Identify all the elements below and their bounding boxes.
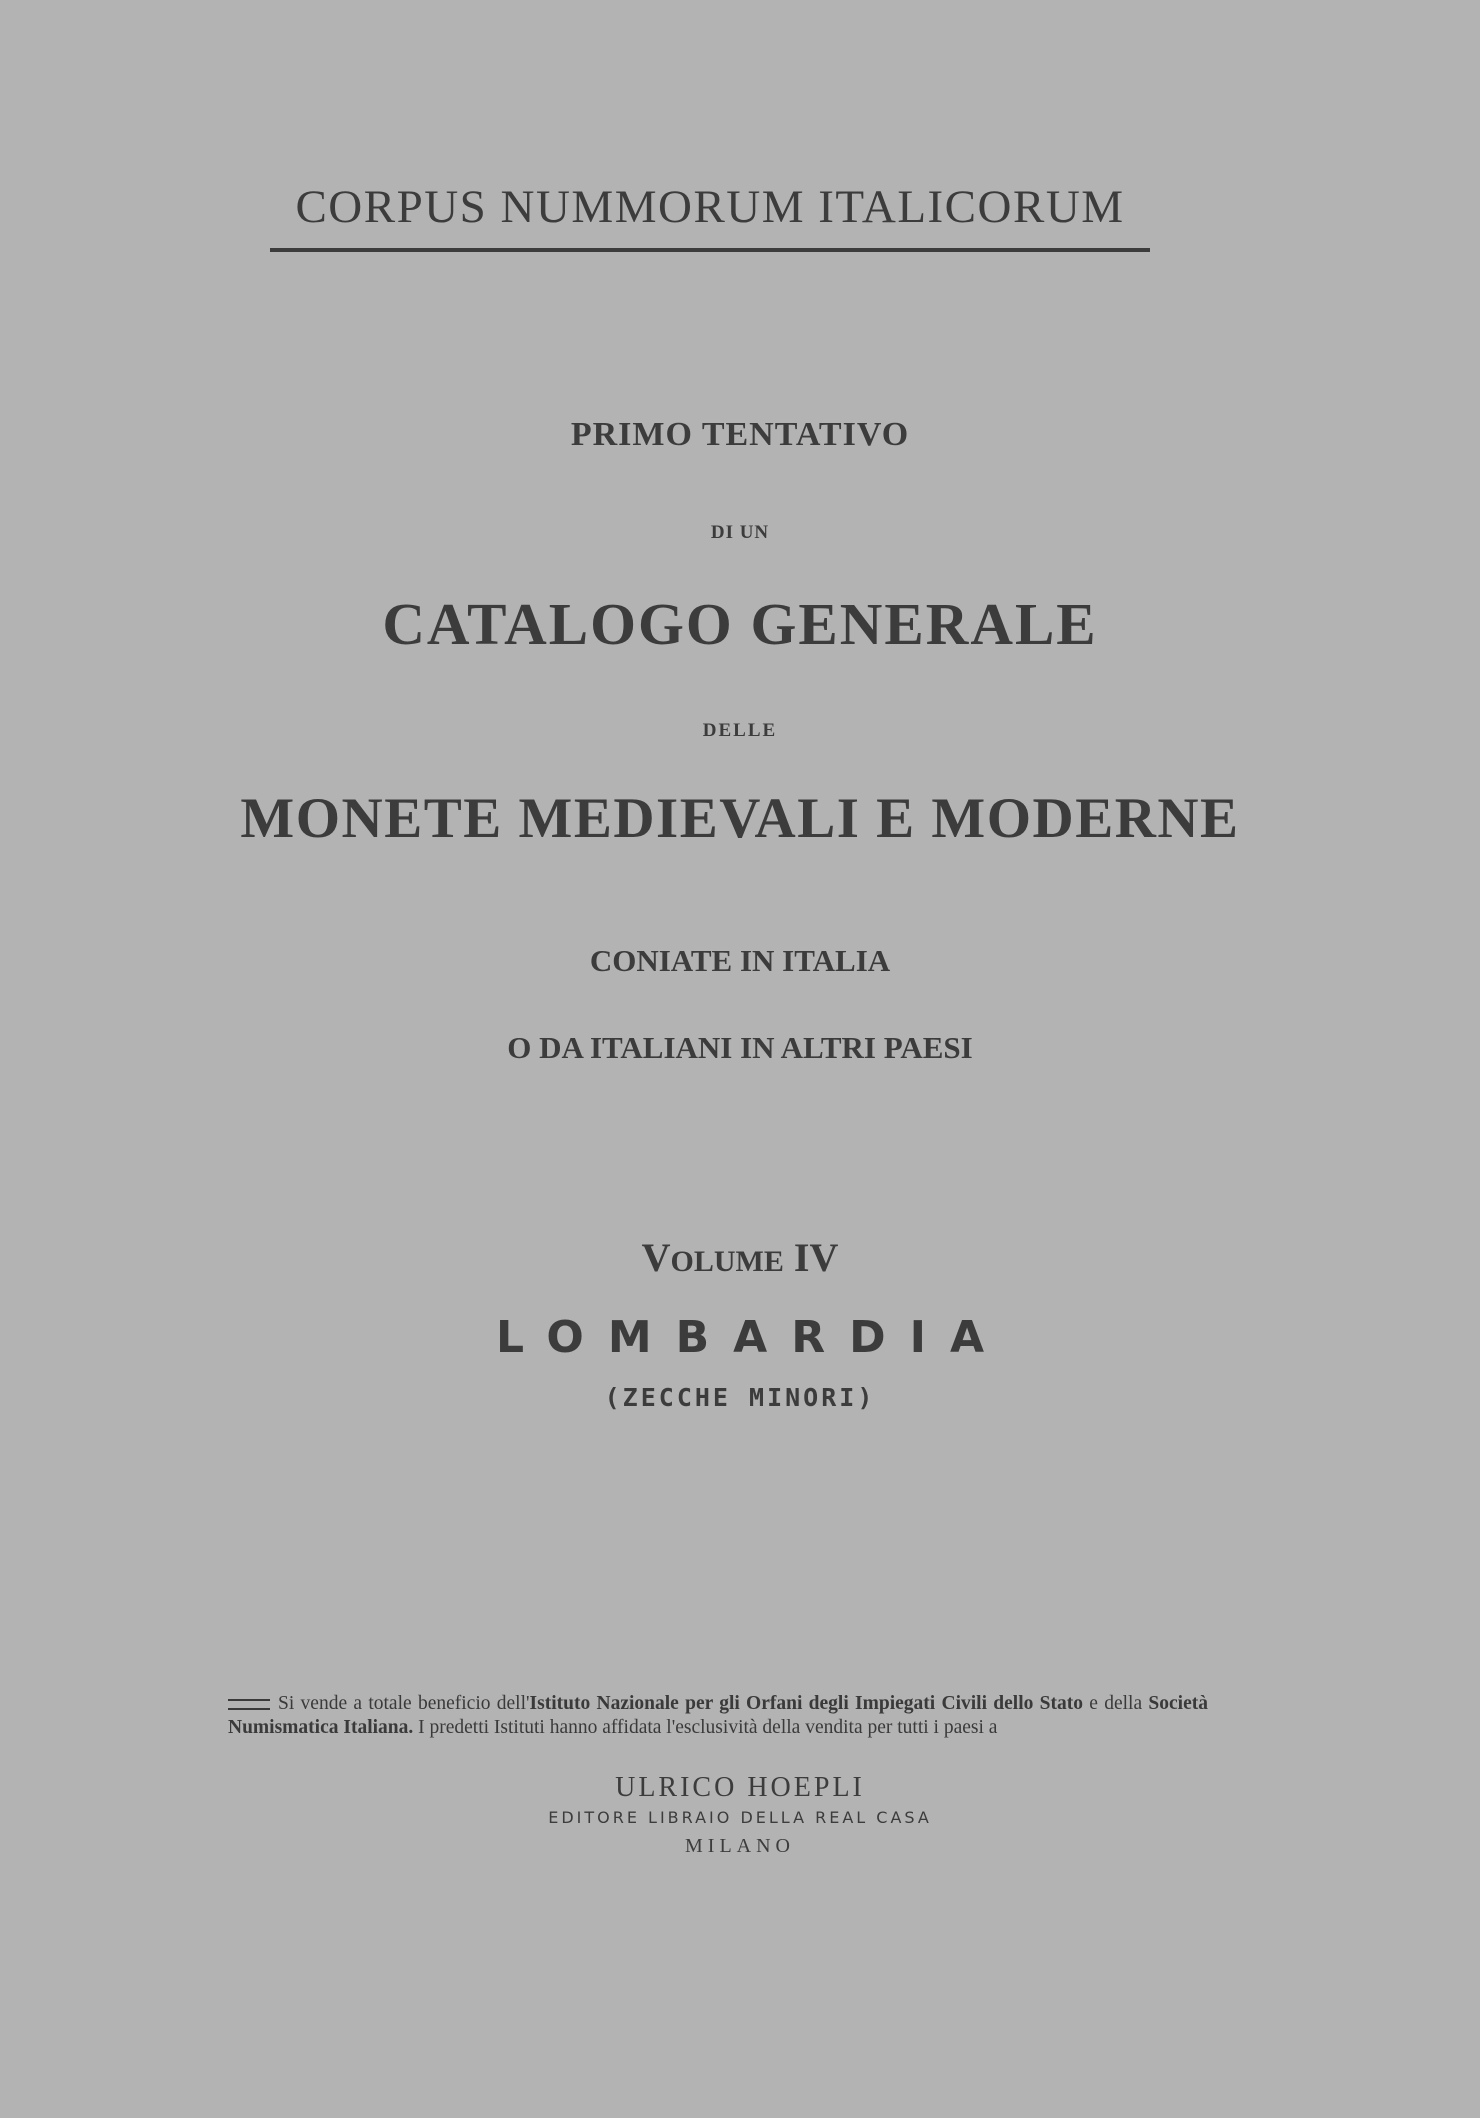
- notice-society: Società Numismatica Italiana.: [228, 1693, 1208, 1738]
- volume-small-caps: OLUME: [670, 1245, 784, 1278]
- subtitle-di-un: DI UN: [710, 522, 770, 543]
- volume-label: [0, 1234, 1480, 1281]
- volume-number: IV: [793, 1235, 839, 1280]
- subtitle-primo-tentativo: PRIMO TENTATIVO: [570, 416, 910, 453]
- double-rule-mark: [228, 1699, 270, 1710]
- region-subtitle: (ZECCHE MINORI): [604, 1383, 876, 1412]
- publisher-role: EDITORE LIBRAIO DELLA REAL CASA: [548, 1808, 932, 1827]
- subtitle-monete: MONETE MEDIEVALI E MODERNE: [240, 787, 1240, 850]
- subtitle-delle: DELLE: [702, 720, 778, 741]
- notice-part3: e della: [1083, 1693, 1149, 1714]
- notice-part1: Si vende a totale beneficio dell': [278, 1693, 530, 1714]
- subtitle-catalogo-generale: CATALOGO GENERALE: [382, 591, 1098, 657]
- series-title: CORPUS NUMMORUM ITALICORUM: [270, 180, 1150, 252]
- subtitle-altri-paesi: O DA ITALIANI IN ALTRI PAESI: [507, 1030, 973, 1065]
- notice-institute: Istituto Nazionale per gli Orfani degli Impiegati Civili dello Stato: [529, 1693, 1083, 1714]
- publisher-city: MILANO: [685, 1835, 795, 1857]
- publisher-name: ULRICO HOEPLI: [615, 1772, 865, 1803]
- volume-first-letter: V: [641, 1235, 671, 1280]
- subtitle-coniate: CONIATE IN ITALIA: [589, 943, 891, 978]
- sale-notice: [228, 1692, 1208, 1740]
- notice-part5: I predetti Istituti hanno affidata l'esclusività della vendita per tutti i paesi a: [413, 1717, 998, 1738]
- region-title: LOMBARDIA: [495, 1312, 1009, 1363]
